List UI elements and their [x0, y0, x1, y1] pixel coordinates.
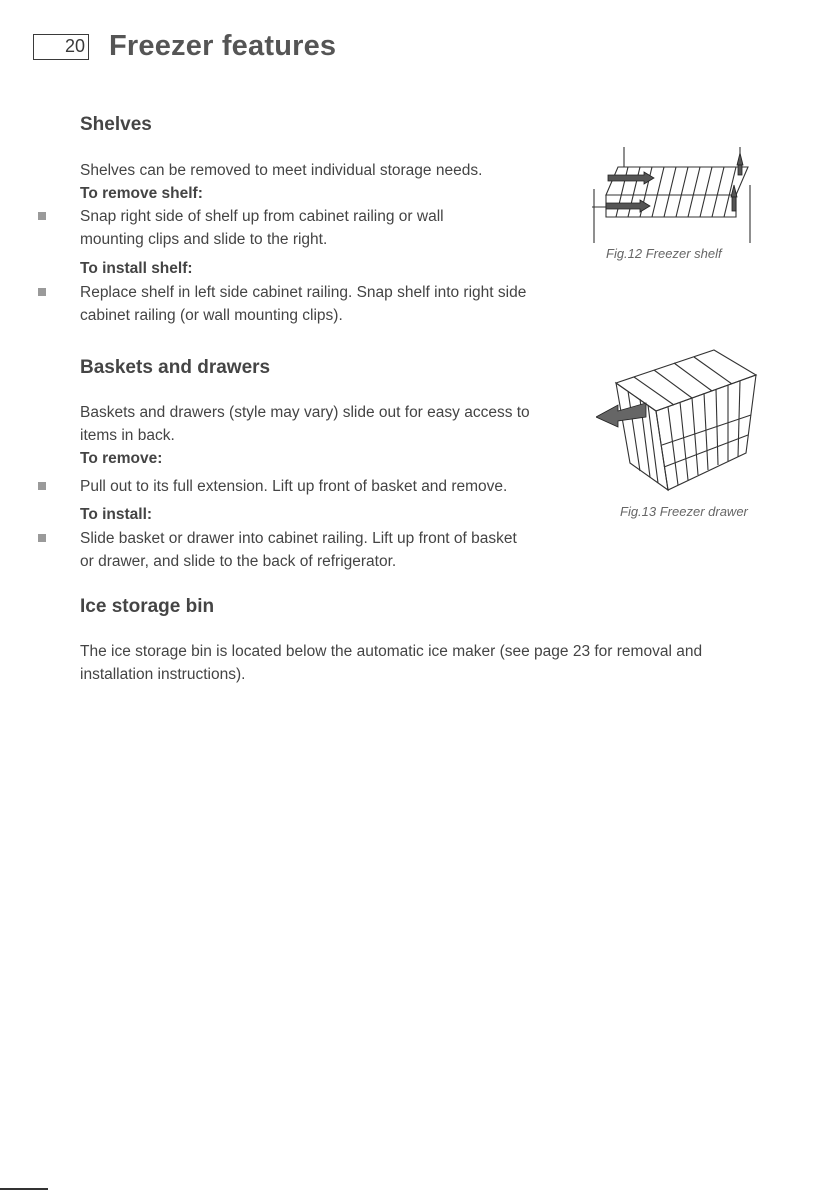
shelves-install-text: Replace shelf in left side cabinet railing. Snap shelf into right side cabinet railing (or wall mounting clips). [80, 284, 527, 324]
baskets-install-label: To install: [80, 506, 153, 523]
shelves-install-label: To install shelf: [80, 260, 193, 277]
shelves-install-bullet [38, 281, 550, 327]
baskets-remove-text: Pull out to its full extension. Lift up front of basket and remove. [80, 478, 508, 495]
freezer-drawer-illustration [596, 345, 761, 500]
figure-12-caption: Fig.12 Freezer shelf [606, 246, 722, 261]
shelves-heading: Shelves [80, 114, 152, 135]
page-number: 20 [33, 34, 89, 60]
page-title: Freezer features [109, 30, 337, 62]
baskets-remove-label: To remove: [80, 450, 163, 467]
page-header [33, 30, 336, 63]
bullet-marker [38, 534, 46, 542]
footer-rule [0, 1188, 48, 1190]
baskets-remove-bullet [38, 475, 560, 498]
shelves-intro: Shelves can be removed to meet individual storage needs. [80, 162, 483, 179]
shelves-remove-label: To remove shelf: [80, 185, 203, 202]
baskets-install-bullet [38, 527, 520, 573]
baskets-intro: Baskets and drawers (style may vary) slide out for easy access to items in back. [80, 404, 530, 444]
freezer-shelf-illustration [588, 145, 758, 245]
baskets-heading: Baskets and drawers [80, 357, 271, 378]
ice-text: The ice storage bin is located below the automatic ice maker (see page 23 for removal and installation instructions). [80, 643, 703, 683]
bullet-marker [38, 482, 46, 490]
shelves-remove-bullet [38, 205, 490, 251]
shelves-remove-text: Snap right side of shelf up from cabinet railing or wall mounting clips and slide to the right. [80, 208, 444, 248]
bullet-marker [38, 288, 46, 296]
bullet-marker [38, 212, 46, 220]
baskets-install-text: Slide basket or drawer into cabinet railing. Lift up front of basket or drawer, and slide to the back of refrigerator. [80, 530, 517, 570]
ice-heading: Ice storage bin [80, 596, 215, 617]
figure-13-caption: Fig.13 Freezer drawer [620, 504, 748, 519]
